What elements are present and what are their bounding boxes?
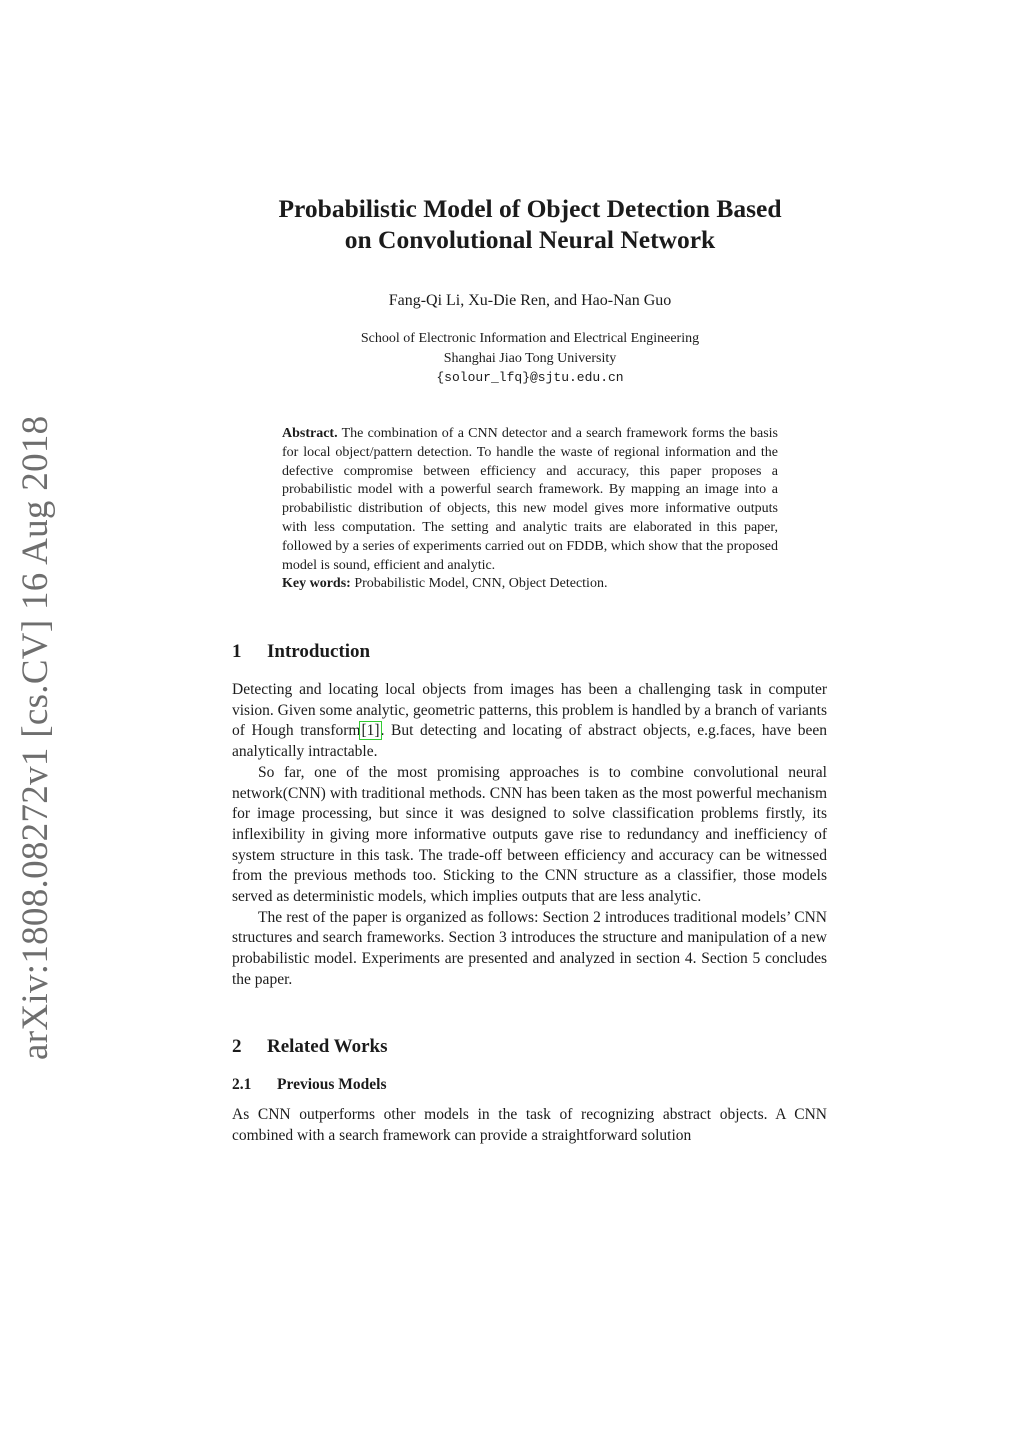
related-works-body [232,1105,827,1146]
affiliation-university: Shanghai Jiao Tong University [443,350,617,366]
intro-paragraph-3: The rest of the paper is organized as follows: Section 2 introduces traditional models’ CNN structures and search frameworks. Section 3 introduces the structure and manipulation of a new probabilistic model. Experiments are presented and analyzed in section 4. Section 5 concludes the paper. [232,908,827,988]
citation-link[interactable]: [1] [361,722,380,740]
section-heading-related-works [232,1036,388,1058]
paper-title [180,193,880,255]
section-number: 1 [232,641,242,662]
abstract-text: The combination of a CNN detector and a search framework forms the basis for local object/pattern detection. To handle the waste of regional information and the defective compromise between efficiency and accuracy, this paper proposes a probabilistic model with a powerful search framework. By mapping an image into a probabilistic distribution of objects, this new model gives more informative outputs with less computation. The setting and analytic traits are elaborated in this paper, followed by a series of experiments carried out on FDDB, which show that the proposed model is sound, efficient and analytic. [282,426,778,573]
section-number: 2 [232,1036,242,1057]
intro-paragraph-2: So far, one of the most promising approaches is to combine convolutional neural network(CNN) with traditional methods. CNN has been taken as the most powerful mechanism for image processing, but since it was designed to solve classification problems firstly, its inflexibility in giving more informative outputs gave rise to redundancy and inefficiency of system structure in this task. The trade-off between efficiency and accuracy can be witnessed from the previous methods too. Sticking to the CNN structure as a classifier, those models served as deterministic models, which implies outputs that are less analytic. [232,763,827,906]
subsection-title: Previous Models [277,1076,387,1093]
intro-p1-text-b: . But detecting and locating of abstract objects, e.g.faces, have been analytically intractable. [232,722,827,761]
authors: Fang-Qi Li, Xu-Die Ren, and Hao-Nan Guo [388,292,672,309]
section-heading-introduction [232,641,370,663]
keywords: Probabilistic Model, CNN, Object Detection. [354,576,608,592]
affiliation-school: School of Electronic Information and Electrical Engineering [360,331,700,346]
title-line-1: Probabilistic Model of Object Detection Based [278,194,782,223]
related-paragraph-1: As CNN outperforms other models in the task of recognizing abstract objects. A CNN combined with a search framework can provide a straightforward solution [232,1106,827,1144]
section-title: Introduction [267,641,371,662]
affiliation [180,329,880,388]
introduction-body [232,680,827,991]
section-title: Related Works [267,1036,388,1057]
intro-p1-text-a: Detecting and locating local objects from images has been a challenging task in computer vision. Given some analytic, geometric patterns, this problem is handled by a branch of variants of Hough transform [232,681,827,740]
abstract-label: Abstract. [282,426,338,441]
author-email[interactable]: {solour_lfq}@sjtu.edu.cn [436,370,624,385]
intro-paragraph-1 [232,680,827,763]
subsection-heading-previous-models [232,1076,387,1094]
subsection-number: 2.1 [232,1076,252,1093]
abstract [282,425,778,594]
title-line-2: on Convolutional Neural Network [344,225,716,254]
arxiv-identifier: arXiv:1808.08272v1 [cs.CV] 16 Aug 2018 [15,415,56,1060]
keywords-label: Key words: [282,576,351,592]
